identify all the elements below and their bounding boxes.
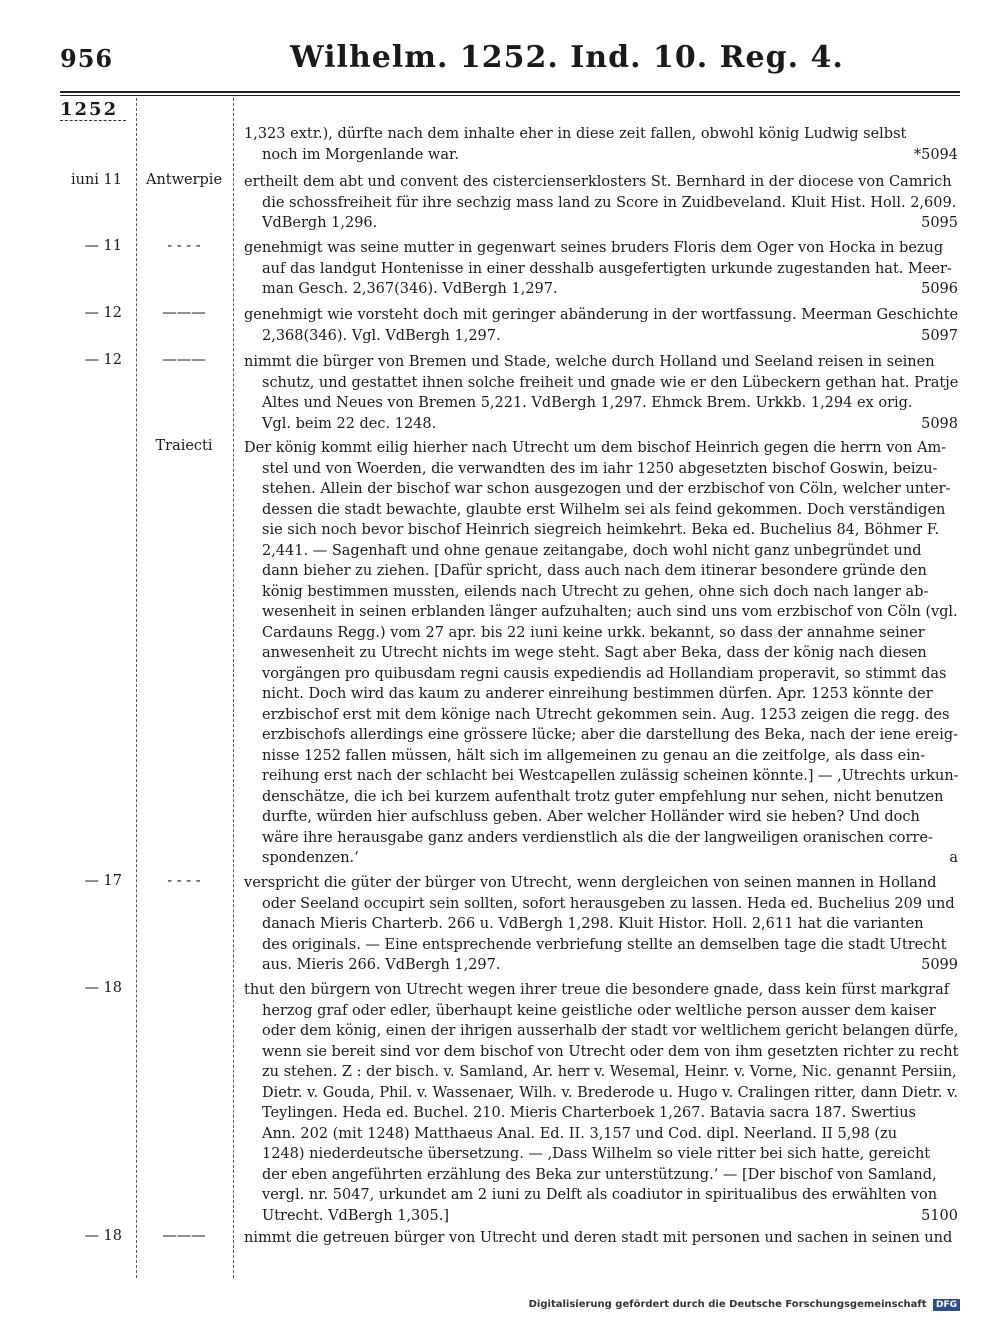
entry-line: stel und von Woerden, die verwandten des im iahr 1250 abgesetzten bischof Goswin, beizu- (262, 460, 938, 477)
entry-line: die schossfreiheit für ihre sechzig mass land zu Score in Zuidbeveland. Kluit Hist. Holl. 2,609. (262, 194, 957, 211)
entry-line: der eben angeführten erzählung des Beka zur unterstützung.‘ — [Der bischof von Samland, (262, 1166, 937, 1183)
date-column-divider (136, 98, 137, 1278)
footer-credit (529, 1299, 960, 1311)
entry-line-text: VdBergh 1,296. (262, 215, 378, 231)
entry-date: iuni 11 (70, 172, 122, 188)
dfg-logo: DFG (933, 1299, 960, 1311)
entry-line: reihung erst nach der schlacht bei Westcapellen zulässig scheinen könnte.] — ‚Utrechts urkun- (262, 768, 959, 784)
entry-text (244, 873, 958, 976)
entry-line: vorgängen pro quibusdam regni causis expediendis ad Hollandiam properavit, so stimmt das (262, 665, 947, 682)
page-header (60, 36, 960, 88)
regest-number: 5096 (921, 281, 958, 297)
entry-text (244, 124, 958, 165)
header-rule-thin (60, 95, 960, 96)
entry-line: genehmigt wie vorsteht doch mit geringer abänderung in der wortfassung. Meerman Geschichte (244, 307, 959, 323)
entry-line: nimmt die getreuen bürger von Utrecht und deren stadt mit personen und sachen in seinen und (244, 1230, 953, 1246)
entry-date: — 12 (84, 305, 122, 321)
page-number: 956 (60, 44, 114, 73)
year-label: 1252 (60, 99, 119, 120)
entry-place: - - - - (167, 873, 201, 889)
entry-line: herzog graf oder edler, überhaupt keine geistliche oder weltliche person ausser dem kaiser (262, 1002, 936, 1019)
entry-line: zu stehen. Z : der bisch. v. Samland, Ar. herr v. Wesemal, Heinr. v. Vorne, Nic. genannt Persiin, (262, 1064, 957, 1080)
entry-line: sie sich noch bevor bischof Heinrich siegreich heimkehrt. Beka ed. Buchelius 84, Böhmer F. (262, 522, 940, 538)
entry-line: 2,441. — Sagenhaft und ohne genaue zeitangabe, doch wohl nicht ganz unbegründet und (262, 542, 922, 559)
entry-line: Dietr. v. Gouda, Phil. v. Wassenaer, Wilh. v. Brederode u. Hugo v. Cralingen ritter, dann Dietr. v. (262, 1084, 959, 1101)
entry-place: ——— (162, 352, 206, 368)
entry-line: verspricht die güter der bürger von Utrecht, wenn dergleichen von seinen mannen in Holland (244, 875, 937, 891)
entry-line-text: 2,368(346). Vgl. VdBergh 1,297. (262, 327, 501, 344)
entry-line-text: Vgl. beim 22 dec. 1248. (262, 415, 437, 432)
entry-line: Ann. 202 (mit 1248) Matthaeus Anal. Ed. II. 3,157 und Cod. dipl. Neerland. II 5,98 (zu (262, 1125, 898, 1142)
entry-line: ertheilt dem abt und convent des cistercienserklosters St. Bernhard in der diocese von Camrich (244, 174, 952, 190)
entry-text (244, 438, 958, 869)
entry-line: durfte, würden hier aufschluss geben. Aber welcher Holländer wird sie heben? Und doch (262, 809, 920, 825)
entry-line: könig bestimmen mussten, eilends nach Utrecht zu gehen, ohne sich doch nach langer ab- (262, 583, 929, 600)
entry-place: Antwerpie (145, 172, 223, 188)
entry-text (244, 305, 958, 346)
regest-number: 5099 (921, 957, 958, 973)
entry-line: wäre ihre herausgabe ganz anders verdienstlich als die der langweiligen oranischen corre- (262, 829, 933, 846)
entry-place: ——— (162, 1228, 206, 1244)
entry-line: Teylingen. Heda ed. Buchel. 210. Mieris Charterboek 1,267. Batavia sacra 187. Swertius (262, 1105, 916, 1121)
entry-line: denschätze, die ich bei kurzem aufenthalt trotz guter empfehlung nur sehen, nicht benutzen (262, 788, 944, 805)
entry-line-text: man Gesch. 2,367(346). VdBergh 1,297. (262, 281, 558, 297)
entry-line: erzbischof erst mit dem könige nach Utrecht gekommen sein. Aug. 1253 zeigen die regg. des (262, 706, 950, 723)
entry-line (244, 326, 958, 347)
entry-text (244, 1228, 958, 1249)
entry-date: — 18 (84, 980, 122, 996)
entry-line: des originals. — Eine entsprechende verbriefung stellte an demselben tage die stadt Utrecht (262, 936, 947, 953)
regest-number: 5100 (921, 1207, 958, 1224)
entry-line: Altes und Neues von Bremen 5,221. VdBergh 1,297. Ehmck Brem. Urkkb. 1,294 ex orig. (262, 395, 913, 411)
entry-line (244, 848, 958, 869)
header-rule (60, 91, 960, 93)
entry-line (244, 145, 958, 166)
entry-line: vergl. nr. 5047, urkundet am 2 iuni zu Delft als coadiutor in spiritualibus des erwählten von (262, 1187, 938, 1203)
entry-place: ——— (162, 305, 206, 321)
entry-line: schutz, und gestattet ihnen solche freiheit und gnade wie er den Lübeckern gethan hat. Pratje (262, 374, 959, 391)
entry-line (244, 279, 958, 300)
entry-line (244, 213, 958, 234)
entry-line-text: Utrecht. VdBergh 1,305.] (262, 1207, 449, 1224)
entry-line (244, 414, 958, 435)
entry-line: Cardauns Regg.) vom 27 apr. bis 22 iuni keine urkk. bekannt, so dass der annahme seiner (262, 624, 925, 641)
entry-date: — 17 (84, 873, 122, 889)
entry-line-text: aus. Mieris 266. VdBergh 1,297. (262, 957, 501, 973)
entry-line-text: spondenzen.‘ (262, 850, 359, 866)
regest-number: 5097 (921, 327, 958, 344)
entry-line: anwesenheit zu Utrecht nichts im wege steht. Sagt aber Beka, dass der könig nach diesen (262, 645, 927, 661)
entry-place: - - - - (167, 238, 201, 254)
entry-line (244, 955, 958, 976)
running-title: Wilhelm. 1252. Ind. 10. Reg. 4. (290, 40, 844, 75)
entry-line: erzbischofs allerdings eine grössere lücke; aber die darstellung des Beka, nach der iene ereig- (262, 727, 958, 743)
year-underline (60, 120, 126, 121)
entry-line: genehmigt was seine mutter in gegenwart seines bruders Floris dem Oger von Hocka in bezug (244, 240, 944, 256)
entry-date: — 18 (84, 1228, 122, 1244)
footer-text: Digitalisierung gefördert durch die Deutsche Forschungsgemeinschaft (528, 1299, 927, 1310)
entry-line: nisse 1252 fallen müssen, hält sich im allgemeinen zu genau an die zeitfolge, als dass ein- (262, 747, 926, 764)
entry-line: 1248) niederdeutsche übersetzung. — ‚Dass Wilhelm so viele ritter bei sich hatte, gereicht (262, 1146, 931, 1162)
entry-line: oder dem könig, einen der ihrigen ausserhalb der stadt vor weltlichem gericht belangen dürfe, (262, 1023, 959, 1039)
entry-line: oder Seeland occupirt sein sollten, sofort herausgeben zu lassen. Heda ed. Buchelius 209 und (262, 895, 955, 912)
entry-line: stehen. Allein der bischof war schon ausgezogen und der erzbischof von Cöln, welcher unter- (262, 481, 951, 497)
entry-text (244, 238, 958, 300)
entry-date: — 11 (84, 238, 122, 254)
entry-line: dessen die stadt bewachte, glaubte erst Wilhelm sei als feind gekommen. Doch verständigen (262, 501, 946, 518)
entry-line: nimmt die bürger von Bremen und Stade, welche durch Holland und Seeland reisen in seinen (244, 354, 935, 370)
regest-number: 5095 (921, 215, 958, 231)
entry-line: wesenheit in seinen erblanden länger aufzuhalten; auch sind uns vom erzbischof von Cöln (vgl. (262, 604, 958, 620)
entry-text (244, 352, 958, 434)
entry-line: Der könig kommt eilig hierher nach Utrecht um dem bischof Heinrich gegen die herrn von Am- (244, 440, 947, 456)
entry-line: 1,323 extr.), dürfte nach dem inhalte eher in diese zeit fallen, obwohl könig Ludwig selbst (244, 126, 907, 142)
entry-line: thut den bürgern von Utrecht wegen ihrer treue die besondere gnade, dass kein fürst markgraf (244, 982, 950, 998)
entry-line: wenn sie bereit sind vor dem bischof von Utrecht oder dem von ihm gesetzten richter zu recht (262, 1043, 959, 1060)
entry-line: auf das landgut Hontenisse in einer desshalb ausgefertigten urkunde zugestanden hat. Meer- (262, 260, 952, 277)
regest-number: a (949, 850, 958, 866)
entry-line: dann bieher zu ziehen. [Dafür spricht, dass auch nach dem itinerar besondere gründe den (262, 563, 927, 579)
regest-number: 5098 (921, 415, 958, 432)
entry-line: nicht. Doch wird das kaum zu anderer einreihung bestimmen dürfen. Apr. 1253 könnte der (262, 686, 933, 702)
entry-date: — 12 (84, 352, 122, 368)
entry-text (244, 172, 958, 234)
entry-text (244, 980, 958, 1226)
entry-line (244, 1206, 958, 1227)
entry-line-text: noch im Morgenlande war. (262, 146, 459, 163)
entry-line: danach Mieris Charterb. 266 u. VdBergh 1,298. Kluit Histor. Holl. 2,611 hat die varianten (262, 916, 924, 932)
place-column-divider (233, 98, 234, 1278)
entry-place: Traiecti (155, 438, 213, 454)
regest-number: *5094 (913, 146, 958, 163)
